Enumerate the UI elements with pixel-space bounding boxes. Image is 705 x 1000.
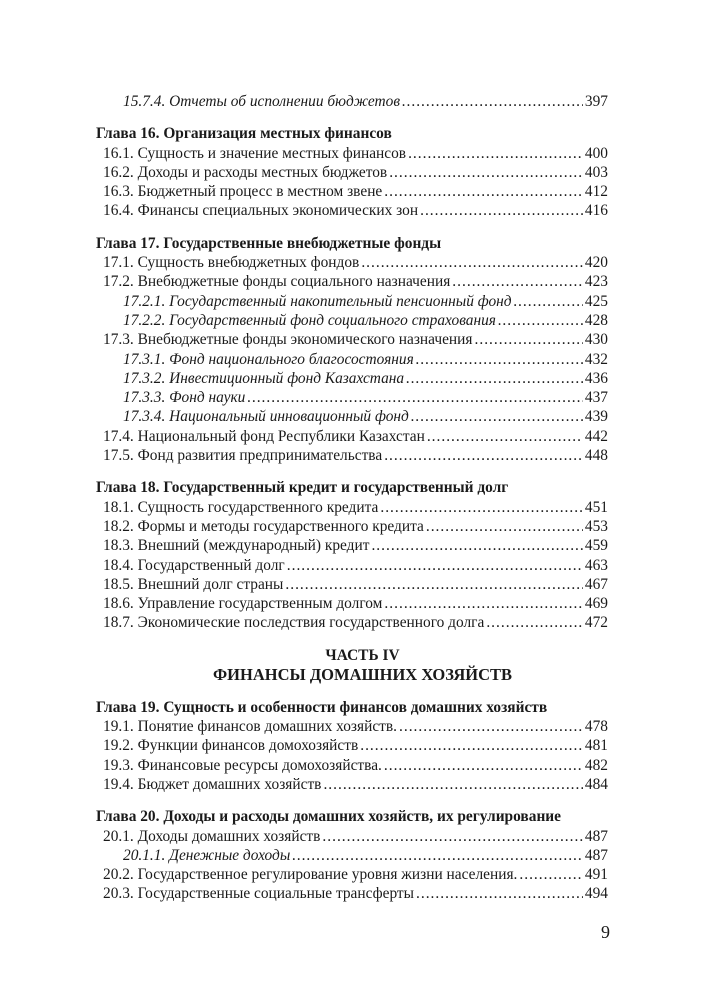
entry-title: 18.3. Внешний (международный) кредит — [103, 537, 370, 555]
entry-page-number: 442 — [584, 427, 608, 445]
entry-title: 15.7.4. Отчеты об исполнении бюджетов — [123, 93, 401, 110]
entry-page-number: 437 — [584, 389, 608, 407]
entry-title: 17.2.1. Государственный накопительный пенсионный фонд — [123, 292, 512, 310]
toc-entry — [103, 498, 608, 517]
dot-leader — [292, 846, 583, 865]
dot-leader — [384, 594, 582, 613]
entry-page-number: 487 — [584, 846, 608, 864]
entry-title: 17.3.3. Фонд науки — [123, 389, 246, 407]
chapter-heading: Глава 17. Государственные внебюджетные фонды — [96, 234, 442, 252]
dot-leader — [452, 272, 583, 291]
dot-leader — [426, 517, 583, 536]
entry-page-number: 459 — [584, 537, 608, 555]
entry-title: 17.2.2. Государственный фонд социального страхования — [123, 311, 496, 329]
toc-entry — [103, 536, 608, 555]
section-gap — [0, 794, 705, 807]
dot-leader — [360, 736, 583, 755]
toc-entry — [103, 775, 608, 794]
toc-entry — [103, 446, 608, 465]
toc-entry — [103, 144, 608, 163]
entry-page-number: 397 — [584, 93, 608, 110]
entry-title: 18.4. Государственный долг — [103, 556, 285, 574]
toc-subentry — [123, 92, 608, 111]
part-label: ЧАСТЬ IV — [325, 646, 400, 664]
entry-page-number: 453 — [584, 517, 608, 535]
entry-title: 18.5. Внешний долг страны — [103, 575, 284, 593]
dot-leader — [384, 446, 583, 465]
dot-leader — [380, 498, 583, 517]
toc-subentry — [123, 846, 608, 865]
dot-leader — [384, 756, 583, 775]
dot-leader — [247, 388, 583, 407]
entry-page-number: 403 — [584, 163, 608, 181]
dot-leader — [389, 163, 583, 182]
entry-page-number: 400 — [584, 144, 608, 162]
chapter-heading: Глава 18. Государственный кредит и государственный долг — [96, 479, 509, 497]
toc-entry — [103, 884, 608, 903]
entry-title: 20.3. Государственные социальные трансферты — [103, 885, 414, 903]
entry-page-number: 463 — [584, 556, 608, 574]
toc-entry — [103, 717, 608, 736]
entry-page-number: 420 — [584, 254, 608, 272]
dot-leader — [420, 201, 583, 220]
entry-page-number: 472 — [584, 614, 608, 632]
section-gap — [0, 633, 705, 646]
entry-title: 18.1. Сущность государственного кредита — [103, 498, 379, 516]
entry-title: 17.2. Внебюджетные фонды социального назначения — [103, 273, 451, 291]
toc-entry — [103, 253, 608, 272]
toc-subentry — [123, 292, 608, 311]
entry-title: 18.2. Формы и методы государственного кредита — [103, 517, 424, 535]
dot-leader — [408, 144, 583, 163]
entry-page-number: 487 — [584, 827, 608, 845]
entry-title: 20.1.1. Денежные доходы — [123, 846, 291, 864]
page-number: 9 — [601, 922, 610, 942]
dot-leader — [475, 330, 583, 349]
dot-leader — [498, 311, 583, 330]
dot-leader — [411, 407, 583, 426]
toc-entry — [103, 736, 608, 755]
entry-title: 17.3.4. Национальный инновационный фонд — [123, 408, 409, 426]
section-gap — [0, 465, 705, 478]
dot-leader — [519, 865, 583, 884]
toc-entry — [103, 827, 608, 846]
entry-title: 19.1. Понятие финансов домашних хозяйств. — [103, 718, 397, 736]
entry-page-number: 448 — [584, 447, 608, 465]
entry-title: 17.4. Национальный фонд Республики Казахстан — [103, 427, 425, 445]
entry-page-number: 432 — [584, 350, 608, 368]
part-title: ФИНАНСЫ ДОМАШНИХ ХОЗЯЙСТВ — [212, 665, 512, 685]
toc-entry — [103, 182, 608, 201]
entry-title: 18.7. Экономические последствия государственного долга — [103, 614, 485, 632]
entry-title: 16.3. Бюджетный процесс в местном звене — [103, 183, 383, 201]
entry-title: 17.3. Внебюджетные фонды экономического назначения — [103, 331, 473, 349]
toc-entry — [103, 575, 608, 594]
entry-title: 19.4. Бюджет домашних хозяйств — [103, 775, 322, 793]
entry-title: 20.2. Государственное регулирование уровня жизни населения. — [103, 866, 518, 884]
dot-leader — [399, 717, 583, 736]
entry-page-number: 467 — [584, 575, 608, 593]
dot-leader — [416, 350, 583, 369]
entry-page-number: 482 — [584, 756, 608, 774]
toc-subentry — [123, 407, 608, 426]
entry-page-number: 481 — [584, 737, 608, 755]
chapter-heading: Глава 20. Доходы и расходы домашних хозяйств, их регулирование — [96, 808, 562, 826]
dot-leader — [285, 575, 583, 594]
entry-page-number: 494 — [584, 885, 608, 903]
toc-entry — [103, 756, 608, 775]
toc-entry — [103, 556, 608, 575]
dot-leader — [402, 92, 583, 111]
entry-title: 18.6. Управление государственным долгом — [103, 595, 383, 613]
entry-page-number: 484 — [584, 775, 608, 793]
entry-page-number: 436 — [584, 369, 608, 387]
entry-title: 19.3. Финансовые ресурсы домохозяйства. — [103, 756, 382, 774]
entry-page-number: 416 — [584, 202, 608, 220]
section-gap — [0, 221, 705, 234]
entry-title: 17.3.2. Инвестиционный фонд Казахстана — [123, 369, 405, 387]
entry-page-number: 423 — [584, 273, 608, 291]
dot-leader — [371, 536, 582, 555]
toc-entry — [103, 163, 608, 182]
toc-entry — [103, 330, 608, 349]
entry-page-number: 425 — [584, 292, 608, 310]
dot-leader — [416, 884, 583, 903]
entry-page-number: 412 — [584, 183, 608, 201]
toc-entry — [103, 613, 608, 632]
dot-leader — [427, 427, 583, 446]
entry-page-number: 451 — [584, 498, 608, 516]
toc-entry — [103, 272, 608, 291]
toc-subentry — [123, 311, 608, 330]
part-heading — [10, 646, 705, 685]
entry-page-number: 430 — [584, 331, 608, 349]
toc-subentry — [123, 388, 608, 407]
entry-page-number: 439 — [584, 408, 608, 426]
dot-leader — [287, 556, 583, 575]
dot-leader — [406, 369, 583, 388]
entry-page-number: 491 — [584, 866, 608, 884]
chapter-heading: Глава 19. Сущность и особенности финансов домашних хозяйств — [96, 698, 548, 716]
toc-entry — [103, 201, 608, 220]
toc-entry — [103, 427, 608, 446]
entry-title: 17.5. Фонд развития предпринимательства — [103, 447, 383, 465]
dot-leader — [384, 182, 583, 201]
toc-subentry — [123, 350, 608, 369]
toc-entry — [103, 865, 608, 884]
entry-title: 16.4. Финансы специальных экономических зон — [103, 202, 419, 220]
dot-leader — [322, 827, 583, 846]
entry-page-number: 469 — [584, 595, 608, 613]
toc-entry — [103, 517, 608, 536]
entry-title: 17.3.1. Фонд национального благосостояния — [123, 350, 414, 368]
entry-title: 20.1. Доходы домашних хозяйств — [103, 827, 321, 845]
entry-title: 16.2. Доходы и расходы местных бюджетов — [103, 163, 388, 181]
dot-leader — [361, 253, 583, 272]
section-gap — [0, 685, 705, 698]
entry-page-number: 478 — [584, 718, 608, 736]
table-of-contents — [0, 92, 705, 904]
dot-leader — [486, 613, 583, 632]
entry-title: 16.1. Сущность и значение местных финансов — [103, 144, 407, 162]
section-gap — [0, 111, 705, 124]
toc-subentry — [123, 369, 608, 388]
entry-title: 19.2. Функции финансов домохозяйств — [103, 737, 359, 755]
chapter-heading: Глава 16. Организация местных финансов — [96, 125, 392, 143]
dot-leader — [514, 292, 583, 311]
toc-entry — [103, 594, 608, 613]
dot-leader — [323, 775, 582, 794]
entry-page-number: 428 — [584, 311, 608, 329]
entry-title: 17.1. Сущность внебюджетных фондов — [103, 254, 360, 272]
